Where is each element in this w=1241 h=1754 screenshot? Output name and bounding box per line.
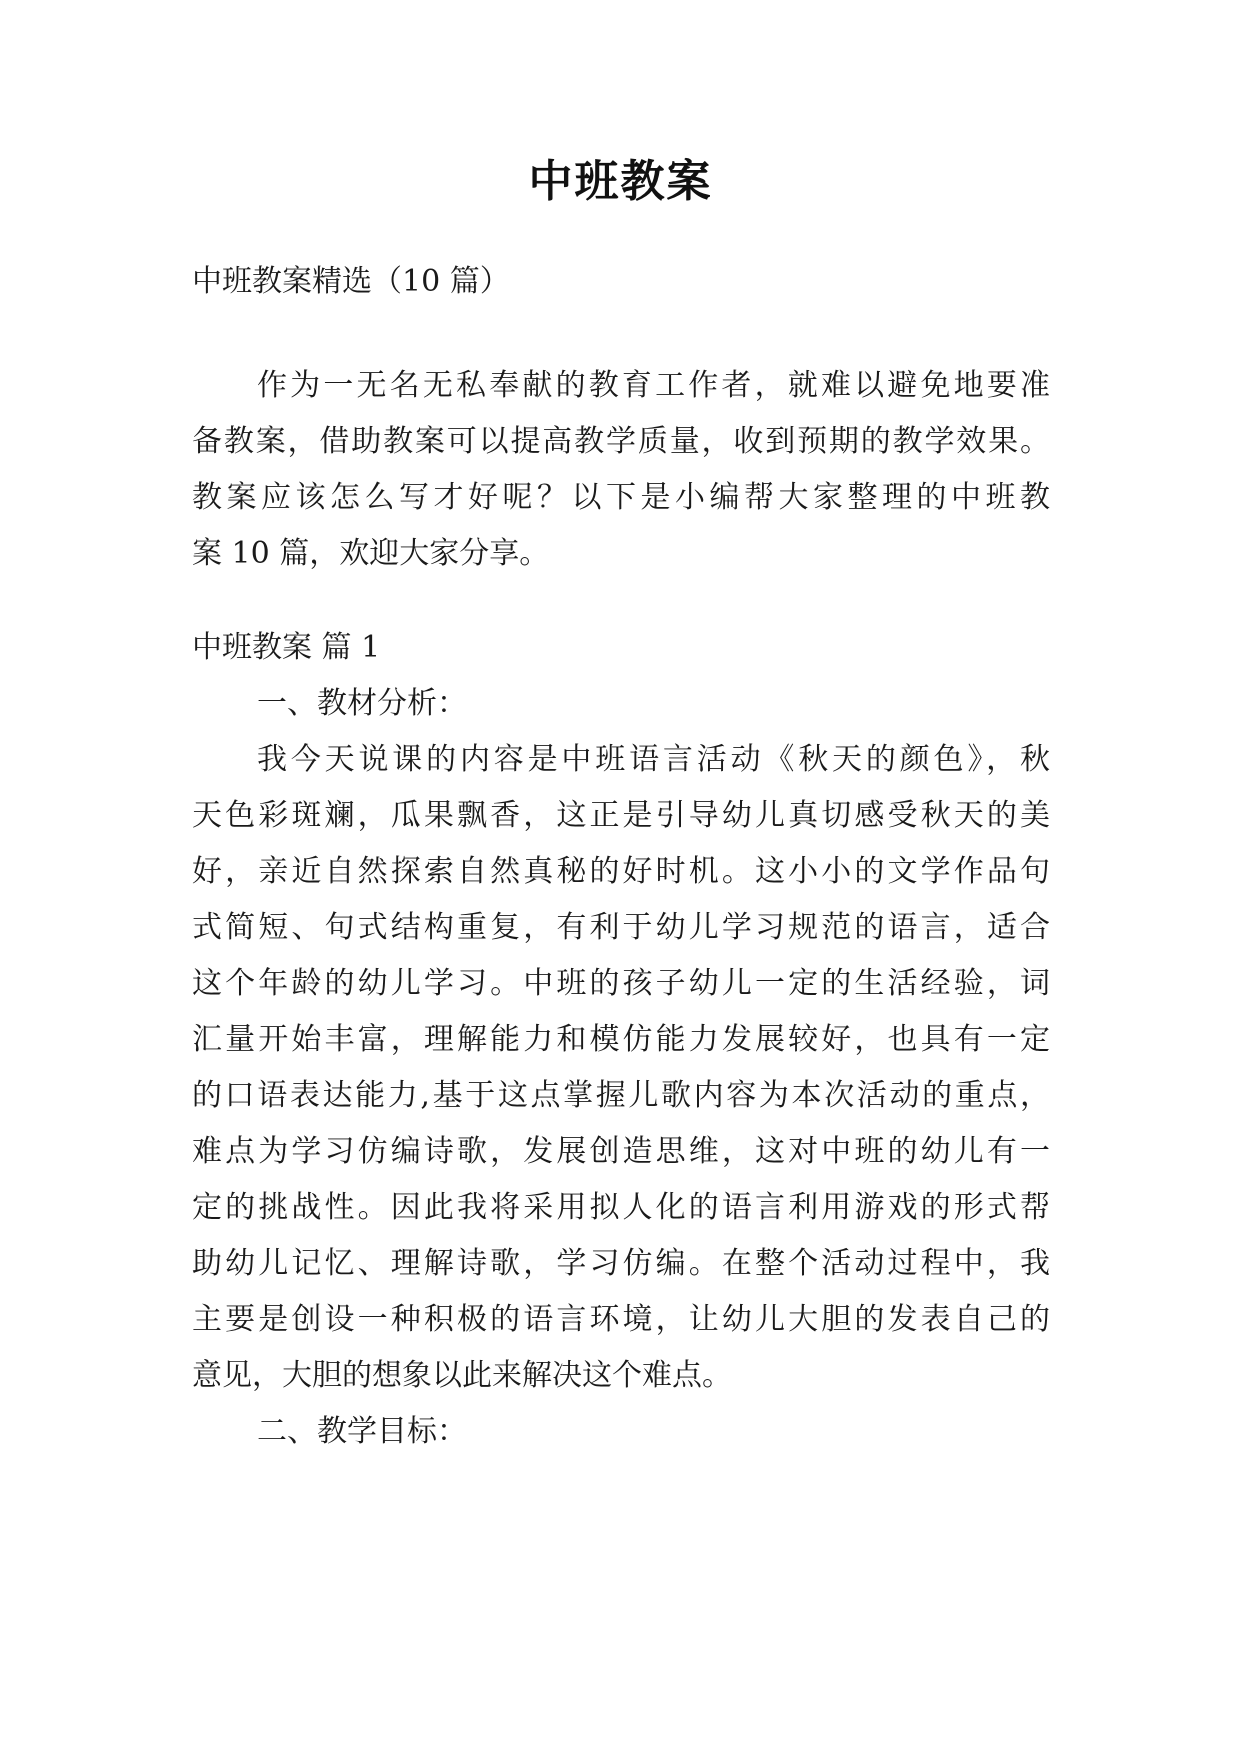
paragraph-line: 汇量开始丰富，理解能力和模仿能力发展较好，也具有一定 bbox=[192, 1022, 1050, 1057]
paragraph-line: 助幼儿记忆、理解诗歌，学习仿编。在整个活动过程中，我 bbox=[192, 1246, 1050, 1281]
intro-line: 作为一无名无私奉献的教育工作者，就难以避免地要准 bbox=[257, 368, 1050, 403]
paragraph-line: 天色彩斑斓，瓜果飘香，这正是引导幼儿真切感受秋天的美 bbox=[192, 798, 1050, 833]
paragraph-line: 好，亲近自然探索自然真秘的好时机。这小小的文学作品句 bbox=[192, 854, 1050, 889]
document-subtitle: 中班教案精选（10 篇） bbox=[192, 264, 510, 299]
paragraph-line: 主要是创设一种积极的语言环境，让幼儿大胆的发表自己的 bbox=[192, 1302, 1050, 1337]
paragraph-line: 这个年龄的幼儿学习。中班的孩子幼儿一定的生活经验，词 bbox=[192, 966, 1050, 1001]
paragraph-line: 我今天说课的内容是中班语言活动《秋天的颜色》，秋 bbox=[257, 742, 1050, 777]
subheading-analysis: 一、教材分析： bbox=[257, 686, 467, 721]
paragraph-line: 难点为学习仿编诗歌，发展创造思维，这对中班的幼儿有一 bbox=[192, 1134, 1050, 1169]
intro-line: 备教案，借助教案可以提高教学质量，收到预期的教学效果。 bbox=[192, 424, 1050, 459]
intro-line: 教案应该怎么写才好呢？以下是小编帮大家整理的中班教 bbox=[192, 480, 1050, 515]
paragraph-line: 定的挑战性。因此我将采用拟人化的语言利用游戏的形式帮 bbox=[192, 1190, 1050, 1225]
intro-line: 案 10 篇，欢迎大家分享。 bbox=[192, 536, 550, 571]
paragraph-line: 式简短、句式结构重复，有利于幼儿学习规范的语言，适合 bbox=[192, 910, 1050, 945]
paragraph-line: 的口语表达能力,基于这点掌握儿歌内容为本次活动的重点， bbox=[192, 1078, 1050, 1113]
section-heading: 中班教案 篇 1 bbox=[192, 630, 381, 665]
subheading-goals: 二、教学目标： bbox=[257, 1414, 467, 1449]
document-title: 中班教案 bbox=[528, 156, 713, 207]
paragraph-line: 意见，大胆的想象以此来解决这个难点。 bbox=[192, 1358, 732, 1393]
